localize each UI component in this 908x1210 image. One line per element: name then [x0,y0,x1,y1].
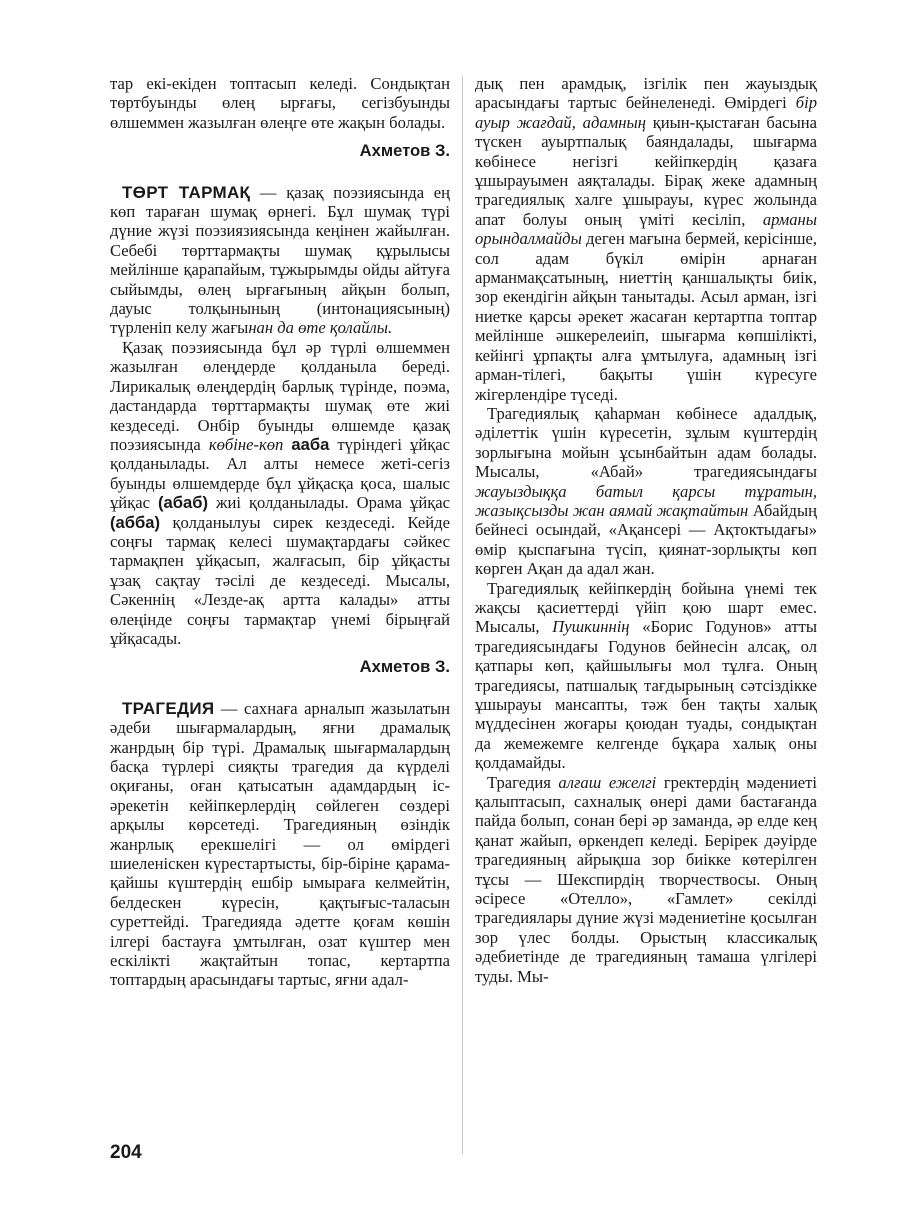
italic-phrase: көбіне-көп [208,434,284,454]
paragraph-text: Трагедиялық қаһарман көбінесе адалдық, әділеттік үшін күресетін, зұлым күштердің зорлығына мойын ұсынбайтын адам болады. Мысалы, «Абай» трагедиясындағы [475,403,817,482]
paragraph-text: Трагедия [487,772,559,792]
tragedia-character-paragraph [475,579,817,773]
paragraph-text: қиын-қыстаған басына түскен ауыртпалық баяндалады, шығарма көбінесе негізгі кейіпкердің қазаға ұшырауымен аяқталады. Бірақ жеке адамның трагедиялық халге ұшырауы, күрес жолында апат болуы оның үміті кесіліп, [475,112,817,229]
definition-italic: нан да өте қолайлы. [248,318,393,338]
italic-phrase: Пушкиннің [552,617,630,637]
italic-phrase: бір ауыр жағдай, адамның [475,93,817,132]
intro-paragraph: тар екі-екіден топтасып келеді. Сондықтан төртбуынды өлең ырғағы, сегізбуынды өлшеммен жазылған өлеңге өте жақын болады. [110,74,450,132]
definition-text: сахнаға арналып жазылатын әдеби шығармалардың, яғни драмалық жанрдың бір түрі. Драмалық шығармалардың басқа түрлері сияқты трагедия да күрделі оқиғаны, оған қатысатын адамдардың іс-әрекетін кейіпкерлердің сөйлеген сөздері арқылы көрсетеді. Трагедияның өзіндік жанрлық ерекшелігі — ол өмірдегі шиеленіскен күрестартысты, бір-біріне қарама-қайшы күштердің ешбір ымыраға келмейтін, белдескен күресін, қақтығыс-таласын суреттейді. Трагедияда әдетте қоғам көшін ілгері бастауға ұмтылған, озат күштер мен ескілікті жақтайтын топас, кертартпа топтардың арасындағы тартыс, яғни адал- [110,698,451,990]
rhyme-scheme: (абба) [110,512,161,532]
page-number: 204 [110,1142,142,1163]
paragraph-text: деген мағына бермей, керісінше, сол адам бүкіл өмірін арнаған арманмақсатының, ниеттің қаншалықты биік, зор екендігін айқын танытады. Асыл арман, ізгі ниетке қарсы әрекет жасаған кертартпа топтар мейлінше әшкерелеиіп, шығарма көпшілікті, кейінгі ұрпақты алға ұмтылуға, адамның ізгі арман-тілегі, бақыты үшін күресуге жігерлендіре түседі. [475,229,817,404]
definition-text: қазақ поэзиясында ең көп тараған шумақ өрнегі. Бұл шумақ түрі дүние жүзі поэзиязиясында кеңінен жайылған. Себебі төрттармақты шумақ құрылысы мейлінше қарапайым, тұжырымды ойды айтуға сыйымды, өлең ырғағының айқын болып, дауыс толқынының (интонациясының) түрленіп келу жағы [110,182,450,338]
paragraph-text: қолданылуы сирек кездеседі. Кейде соңғы тармақ келесі шумақтардағы сәйкес тармақпен ұйқасып, жалғасып, бір ұйқасты ұзақ сақтау тәсілі де кездеседі. Мысалы, Сәкеннің «Лезде-ақ артта калады» атты өлеңінде соңғы тармақтар үнемі бірыңғай ұйқасады. [110,512,450,648]
entry-tort-tarmaq [110,183,450,649]
italic-phrase: арманы орындалмайды [475,209,817,249]
entry-term: ТРАГЕДИЯ [122,698,215,718]
right-column [475,74,817,986]
em-dash: — [214,698,244,718]
paragraph-text: «Борис Годунов» атты трагедиясындағы Годунов бейнесін алсақ, ол қатпары көп, қайшылығы мол тұлға. Оның трагедиясы, патшалық тағдырының сәтсіздікке ұшырауы мансапты, тәж бен тақты халық мүддесінен жоғары қоюдан туады, сондықтан да жемежемге келгенде бұқара халық оны қолдамайды. [475,617,817,773]
tragedia-history-paragraph [475,773,817,986]
em-dash: — [250,182,287,202]
author-signature: Ахметов З. [359,141,450,161]
rhyme-scheme: (абаб) [157,493,208,513]
paragraph-text: жиі қолданылады. Орама ұйқас [208,493,450,513]
rhyme-scheme: ааба [291,434,330,454]
entry-tort-tarmaq-paragraph-2 [110,338,450,649]
entry-tort-tarmaq-definition [110,183,450,338]
italic-phrase: жауыздыққа батыл қарсы тұратын, жазықсызды жан аямай жақтайтын [475,481,817,520]
entry-tragedia-definition [110,699,450,990]
italic-phrase: алғаш ежелгі [558,772,657,792]
left-column [110,74,450,990]
entry-term: ТӨРТ ТАРМАҚ [122,182,251,202]
column-divider [462,76,463,1154]
tragedia-hero-paragraph [475,404,817,579]
paragraph-text: түріндегі ұйқас қолданылады. Ал алты немесе жеті-сегіз буынды өлшемдерде бұл ұйқасқа қоса, шалыс ұйқас [110,434,450,513]
author-signature: Ахметов З. [359,657,450,677]
paragraph-text: Абайдың бейнесі осындай, «Ақансері — Ақтоктыдағы» өмір қыспағына түсіп, қиянат-зорлықты көп көрген Ақан да адал жан. [475,500,817,579]
entry-tragedia [110,699,450,990]
paragraph-text: дық пен арамдық, ізгілік пен жауыздық арасындағы тартыс бейнеленеді. Өмірдегі [475,74,817,113]
paragraph-text: Қазақ поэзиясында бұл әр түрлі өлшеммен жазылған өлеңдерде қолданыла береді. Лирикалық өлеңдердің барлық түрінде, поэма, дастандарда төрттармақты шумақ өте жиі кездеседі. Онбір буынды өлшемде қазақ поэзиясында [110,337,450,454]
paragraph-text: Трагедиялық кейіпкердің бойына үнемі тек жақсы қасиеттерді үйіп қою шарт емес. Мысалы, [475,578,817,637]
tragedia-continuation [475,74,817,404]
paragraph-text: гректердің мәдениеті қалыптасып, сахналық өнері дами бастағанда пайда болып, сонан бері әр заманда, әр елде кең қанат жайып, өркендеп келеді. Берірек дәуірде трагедияның айрықша зор биікке көтерілген тұсы — Шекспирдің творчествосы. Оның әсіресе «Отелло», «Гамлет» секілді трагедиялары дүние жүзі мәдениетіне қосылған зор үлес болды. Орыстың классикалық әдебиетінде де трагедияның тамаша үлгілері туды. Мы- [475,772,817,986]
